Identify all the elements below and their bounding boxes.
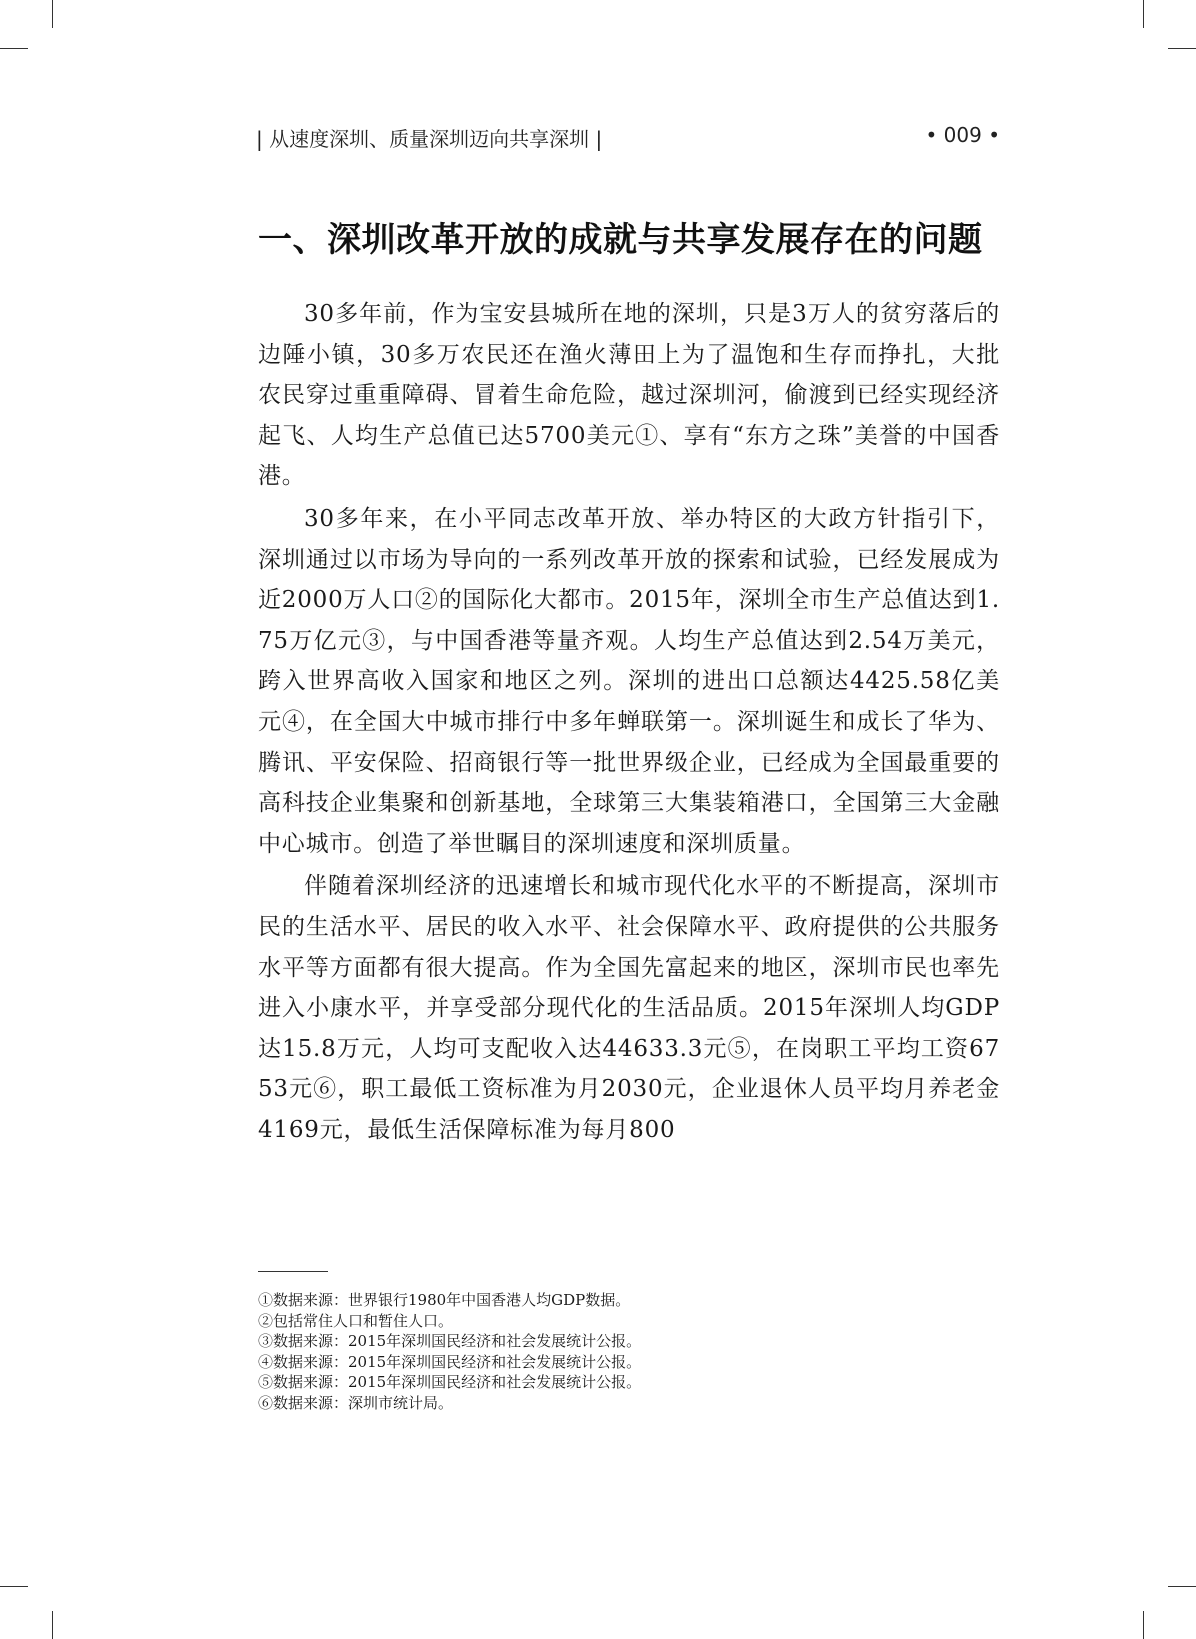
footnote-4: ④数据来源：2015年深圳国民经济和社会发展统计公报。 [258, 1352, 642, 1371]
page-number: • 009 • [925, 123, 1000, 147]
crop-mark-bottom-left-horizontal [0, 1586, 28, 1587]
footnote-3: ③数据来源：2015年深圳国民经济和社会发展统计公报。 [258, 1332, 642, 1350]
crop-mark-top-left-vertical [52, 0, 53, 28]
footnotes [258, 1290, 1000, 1413]
section-heading: 一、深圳改革开放的成就与共享发展存在的问题 [258, 220, 983, 260]
crop-mark-bottom-right-horizontal [1168, 1586, 1196, 1587]
crop-mark-top-right-vertical [1143, 0, 1144, 28]
crop-mark-bottom-right-vertical [1143, 1611, 1144, 1639]
paragraph-3: 伴随着深圳经济的迅速增长和城市现代化水平的不断提高，深圳市民的生活水平、居民的收入水平、社会保障水平、政府提供的公共服务水平等方面都有很大提高。作为全国先富起来的地区，深圳市民也率先进入小康水平，并享受部分现代化的生活品质。2015年深圳人均GDP达15.8万元，人均可支配收入达44633.3元⑤，在岗职工平均工资6753元⑥，职工最低工资标准为月2030元，企业退休人员平均月养老金4169元，最低生活保障标准为每月800 [258, 873, 1000, 1143]
crop-mark-bottom-left-vertical [52, 1611, 53, 1639]
footnote-divider [258, 1271, 328, 1272]
footnote-1: ①数据来源：世界银行1980年中国香港人均GDP数据。 [258, 1291, 631, 1309]
crop-mark-top-right-horizontal [1168, 48, 1196, 49]
running-head-title: | 从速度深圳、质量深圳迈向共享深圳 | [256, 127, 603, 151]
running-head [256, 123, 1000, 153]
crop-mark-top-left-horizontal [0, 48, 28, 49]
footnote-6: ⑥数据来源：深圳市统计局。 [258, 1393, 454, 1412]
body-text [258, 294, 1000, 1152]
paragraph-1: 30多年前，作为宝安县城所在地的深圳，只是3万人的贫穷落后的边陲小镇，30多万农民还在渔火薄田上为了温饱和生存而挣扎，大批农民穿过重重障碍、冒着生命危险，越过深圳河，偷渡到已经实现经济起飞、人均生产总值已达5700美元①、享有“东方之珠”美誉的中国香港。 [258, 301, 1000, 490]
footnote-2: ②包括常住人口和暂住人口。 [258, 1311, 454, 1330]
paragraph-2: 30多年来，在小平同志改革开放、举办特区的大政方针指引下，深圳通过以市场为导向的一系列改革开放的探索和试验，已经发展成为近2000万人口②的国际化大都市。2015年，深圳全市生产总值达到1.75万亿元③，与中国香港等量齐观。人均生产总值达到2.54万美元，跨入世界高收入国家和地区之列。深圳的进出口总额达4425.58亿美元④，在全国大中城市排行中多年蝉联第一。深圳诞生和成长了华为、腾讯、平安保险、招商银行等一批世界级企业，已经成为全国最重要的高科技企业集聚和创新基地，全球第三大集装箱港口，全国第三大金融中心城市。创造了举世瞩目的深圳速度和深圳质量。 [258, 505, 1001, 857]
footnote-5: ⑤数据来源：2015年深圳国民经济和社会发展统计公报。 [258, 1373, 642, 1391]
